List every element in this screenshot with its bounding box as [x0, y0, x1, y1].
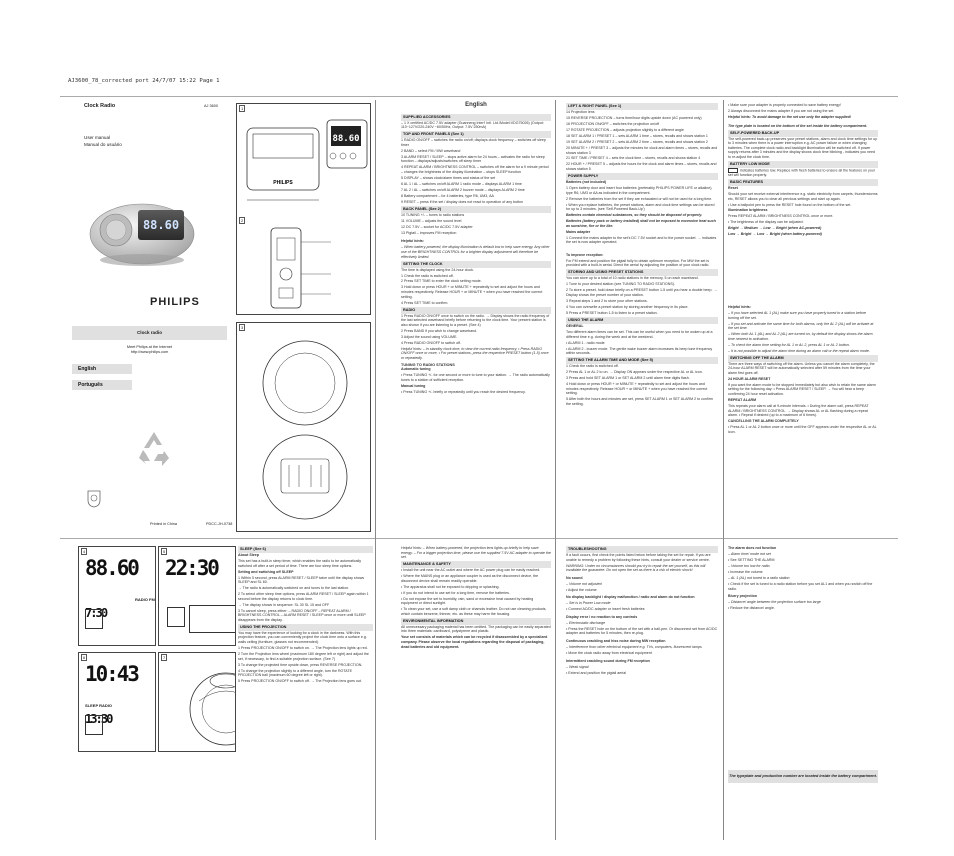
- alarm-fault-line: • See SETTING THE ALARM: [728, 557, 775, 562]
- top-rule: [60, 96, 898, 97]
- cancel-heading: CANCELLING THE ALARM COMPLETELY: [728, 419, 799, 424]
- cover-panel: [84, 103, 232, 147]
- power-warning: Batteries contain chemical substances, so they should be disposed of properly.: [566, 213, 703, 218]
- typeplate-banner: The typeplate and production number are located inside the battery compartment.: [728, 770, 878, 783]
- sleep-step: → The radio is automatically switched on and tunes to the last station.: [238, 586, 350, 591]
- column-english-1: [401, 103, 551, 396]
- alarm-fault-title: The alarm does not function: [728, 546, 777, 550]
- presets-step: You can store up to a total of 10 radio stations in the memory, 5 on each waveband.: [566, 276, 699, 281]
- trouble-heading: TROUBLESHOOTING: [566, 546, 718, 553]
- maint-item: • Do not expose the set to humidity, rain, sand or excessive heat caused by heating equipment or direct sunlight.: [401, 596, 534, 606]
- lcd-sleep-time: 10:43: [85, 662, 138, 686]
- radio-hints: Helpful hints: – In standby clock time, to view the current radio frequency, • Press RADIO ON/OFF once or more, • For preset stations, press the respective PRESET button (1-5) once or repeatedly.: [401, 346, 549, 360]
- about-sleep-heading: About Sleep: [238, 553, 259, 557]
- general-heading: GENERAL: [566, 323, 584, 328]
- trouble-cause: – Interference from other electrical equipment e.g. TVs, computers, fluorescent lamps: [566, 645, 702, 650]
- alarm-fault-line: • Increase the volume: [728, 569, 763, 574]
- column-divider: [723, 100, 724, 840]
- figure-2-number: 2: [241, 218, 244, 223]
- lcd-clock-time: 22:30: [165, 556, 218, 580]
- maint-item: • To clean your set, use a soft damp cloth or chamois leather. Do not use cleaning products, which contain benzene, thinner, etc. as these may harm the housing.: [401, 607, 547, 616]
- figure-panel-7: [158, 652, 236, 752]
- button-item: 20 MINUTE + / PRESET 3 – adjusts the minutes for clock and alarm times – stores, recalls and shows station 3: [566, 145, 718, 155]
- button-item: 22 HOUR + / PRESET 5 – adjusts the hours for the clock and alarm times – stores, recalls and shows station 5: [566, 162, 717, 172]
- column-english-3: [728, 103, 878, 436]
- clock-radio-banner: [72, 326, 227, 340]
- supplied-text: – 1 X certified AC/DC 7.5V adapter (Guanneng Inter'l Intl. Ltd./Model:VDG75026) (Output: 110~127V/220-240V ~60/50Hz, Output: 7.5V 250mA): [401, 120, 544, 130]
- lowmode-description: indicates batteries low. Replace with fresh batteries to ensure all the features on your set will function properly.: [728, 168, 876, 177]
- supplied-heading: SUPPLIED ACCESSORIES: [401, 114, 551, 121]
- settime-step: 2 Press AL 1 or AL 2 to on. → Display ON appears under the respective AL or AL icon.: [566, 370, 703, 375]
- settime-step: 4 Hold down or press HOUR + or MINUTE + repeatedly to set and adjust the hours and minutes respectively. Release HOUR + or MINUTE + when you have reached the correct setting.: [566, 382, 708, 396]
- settime-heading: SETTING THE ALARM TIME AND MODE (See 5): [566, 357, 718, 364]
- figure-5-number: 5: [163, 549, 166, 554]
- printed-in: Printed in China: [150, 522, 178, 526]
- env-heading: ENVIRONMENTAL INFORMATION: [401, 618, 551, 625]
- lcd-alarm-time: 7:30: [85, 606, 107, 620]
- power-heading: POWER SUPPLY: [566, 173, 718, 180]
- panel-item: 6 AL 1 / AL – switches on/off ALARM 1 radio mode – displays ALARM 1 time: [401, 181, 522, 186]
- svg-text:88.60: 88.60: [332, 134, 360, 144]
- presets-step: 3 Repeat steps 1 and 2 to store your other stations.: [566, 299, 648, 304]
- alarm-fault-line: – Alarm time/ mode not set: [728, 551, 771, 556]
- figure-4-number: 4: [83, 549, 86, 554]
- projection-step: 5 Press PROJECTION ON/OFF to switch off. → The Projection lens goes out.: [238, 679, 362, 684]
- settime-step: 1 Check the radio is switched off.: [566, 364, 619, 369]
- tuning-manual: • Press TUNING +/- briefly or repeatedly until you reach the desired frequency.: [401, 389, 526, 394]
- adapter-text: 2 Always disconnect the mains adapter if you are not using the set.: [728, 108, 835, 113]
- helpful-heading: Helpful hints:: [401, 239, 424, 244]
- trouble-cause: – Set is in Power Low mode: [566, 601, 611, 606]
- power-step: 2 Remove the batteries from the set if they are exhausted or will not be used for a long time.: [566, 196, 713, 201]
- improve-text: For FM extend and position the pigtail fully to obtain optimum reception. For MW the set is provided with a built-in aerial. Direct the aerial by adjusting the position of your clock radio.: [566, 258, 710, 268]
- panel-item: 3 ALARM RESET / SLEEP – stops active alarm for 24 hours – activates the radio for sleep function – displays/adjusts/switches off sleep timer: [401, 154, 545, 164]
- column-bottom-3: [566, 546, 718, 677]
- figure-panel-6: [78, 652, 156, 752]
- hints2-item: – When both AL 1 (AL) and AL 2 (AL) are turned on, by default the display shows the alarm time nearest to activation.: [728, 332, 873, 341]
- column-bottom-2: [401, 546, 551, 651]
- reset-heading: Reset: [728, 185, 738, 190]
- radio-step: 3 Adjust the sound using VOLUME.: [401, 334, 458, 339]
- lowmode-text: [728, 168, 878, 178]
- radio-step: 2 Press BAND if you wish to change waveband.: [401, 328, 478, 333]
- panel-item: 2 BAND – select FM / MW waveband: [401, 148, 461, 153]
- manual-pt: Manual do usuário: [84, 142, 122, 147]
- power-step: • When you replace batteries, the preset stations, alarm and clock time settings can be stored for up to 3 minutes. (see 'Self-Powered Back-Up'): [566, 202, 715, 212]
- helpful-text: – When battery-powered, the display illumination is default low to help save energy. Any other use of the BRIGHTNESS CONTROL for a brighter display adjustment will therefore be effectively limited.: [401, 245, 550, 259]
- button-item: 19 SET ALARM 2 / PRESET 2 – sets ALARM 2 time – stores, recalls and shows station 2: [566, 139, 708, 144]
- adapter-text: • Make sure your adapter is properly connected to save battery energy!: [728, 103, 841, 107]
- cancel-text: • Press AL 1 or AL 2 button once or more until the OFF appears under the respective AL or AL icon.: [728, 425, 877, 434]
- alarm-icon: [85, 715, 103, 735]
- trouble-title: Continuous crackling and hiss noise during MW reception: [566, 639, 666, 644]
- language-portugues[interactable]: Português: [72, 380, 132, 390]
- projection-lens-drawing: [169, 661, 236, 749]
- trouble-cause: – Volume not adjusted: [566, 581, 602, 586]
- projection-step: 2 Turn the Projection lens wheel (maximum 180 degree left or right) and adjust the set, if necessary, to find a suitable projection surface. (See 7): [238, 652, 369, 661]
- blurry-line: – Distance/ angle between the projection surface too large: [728, 600, 821, 605]
- reset24-heading: 24 HOUR ALARM RESET: [728, 376, 771, 381]
- hints2-item: – To check the alarm time setting for AL 1 or AL 2, press AL 1 or AL 2 button.: [728, 342, 850, 347]
- illum-ac: Bright → Medium → Low → Bright (when AC-powered): [728, 226, 822, 231]
- reset-text: Should your set receive external interference e.g. static electricity from carpets, thunderstorms etc, RESET allows you to clear all previous settings and start up again.: [728, 191, 878, 201]
- svg-text:PHILIPS: PHILIPS: [273, 180, 293, 186]
- about-sleep-text: This set has a built-in sleep timer, which enables the radio to be automatically switched off after a set period of time. There are four sleep time options.: [238, 558, 362, 568]
- switchoff-heading: SWITCHING OFF THE ALARM: [728, 355, 878, 362]
- figure-panel-3: [236, 322, 371, 532]
- manual-en: User manual: [84, 135, 111, 140]
- back-panel-drawing: [241, 222, 369, 312]
- clock-radio-label: Clock radio: [136, 330, 163, 335]
- tuning-heading: TUNING TO RADIO STATIONS: [401, 362, 455, 367]
- trouble-title: No sound: [566, 575, 583, 580]
- trouble-cause: – Weak signal: [566, 664, 589, 669]
- button-item: 17 ROTATE PROJECTION – adjusts projection slightly to a different angle: [566, 127, 684, 132]
- figure-6-number: 6: [83, 655, 86, 660]
- sleep-step: 2 To select other sleep time options, press ALARM RESET / SLEEP again within 1 second before the display returns to clock time.: [238, 592, 369, 601]
- figure-panel-4: [78, 546, 156, 646]
- alarm-display-box: [189, 605, 236, 633]
- tuning-auto-heading: Automatic tuning: [401, 367, 431, 372]
- presets-step: 5 Press a PRESET button 1-5 to listen to a preset station.: [566, 310, 658, 315]
- projection-step: 1 Press PROJECTION ON/OFF to switch on. → The Projection lens lights up red.: [238, 646, 368, 651]
- sleep-step: → The display shows in sequence: SL 30 SL 15 and OFF: [238, 602, 330, 607]
- svg-text:88.60: 88.60: [142, 218, 180, 232]
- switchoff-text: There are three ways of switching off the alarm. Unless you cancel the alarm completely, the 24-hour ALARM RESET will be automatically selected after 59 minutes from the time your alarm first goes off.: [728, 361, 875, 375]
- reset24-text: If you want the alarm mode to be stopped immediately but also wish to retain the same alarm setting for the following day: • Press ALARM RESET / SLEEP. → You will hear a beep confirming 24 hour reset activation.: [728, 382, 876, 397]
- figure-panel-top-front: [236, 103, 371, 315]
- panel-item: 7 AL 2 / AL – switches on/off ALARM 2 buzzer mode – displays ALARM 2 time: [401, 187, 525, 192]
- front-panel-drawing: [241, 110, 369, 210]
- figure-1-number: 1: [241, 106, 244, 111]
- web-info: [72, 345, 227, 355]
- repeat-heading: REPEAT ALARM: [728, 398, 757, 403]
- projection-hints: Helpful hints: – When battery-powered, the projection lens lights up briefly to help save energy. – For a bigger projection time, please use the supplied 7.5V AC adapter to operate the set.: [401, 546, 551, 560]
- trouble-text: If a fault occurs, first check the points listed below before taking the set for repair. If you are unable to remedy a problem by following these hints, consult your dealer or service centre.: [566, 553, 711, 562]
- tuning-manual-heading: Manual tuning: [401, 383, 426, 388]
- hints2-item: – It is not possible to adjust the alarm time during an alarm call or the repeat alarm mode.: [728, 348, 870, 353]
- figure-3-number: 3: [241, 325, 244, 330]
- setclock-step: 4 Press SET TIME to confirm.: [401, 300, 449, 305]
- file-header-line: AJ3600_78_corrected port 24/7/07 15:22 Page 1: [68, 78, 220, 84]
- typeplate-note: The type plate is located on the bottom of the set inside the battery compartment.: [728, 123, 868, 128]
- alarm-fault-line: • Check if the set is tuned to a radio station before you set AL1 and when you switch off the radio.: [728, 581, 873, 591]
- projection-heading: USING THE PROJECTION: [238, 624, 373, 631]
- sleep-step: 3 To cancel sleep, press either: – RADIO ON/OFF – REPEAT ALARM / BRIGHTNESS CONTROL – ALARM RESET / SLEEP once or more until SLEEP disappears from the display.: [238, 608, 366, 622]
- trouble-warning: WARNING: Under no circumstances should you try to repair the set yourself, as this will invalidate the guarantee. Do not open the set as there is a risk of electric shock!: [566, 563, 706, 573]
- reset-text: • Use a ballpoint pen to press the RESET hole found on the bottom of the set.: [728, 202, 852, 207]
- settime-step: 3 Press and hold SET ALARM 1 or SET ALARM 2 until alarm time digits flash.: [566, 376, 690, 381]
- env-bold: Your set consists of materials which can be recycled if disassembled by a specialized company. Please observe the local regulations regarding the disposal of packaging, dead batteries and old equipment.: [401, 635, 548, 649]
- back-item: 13 Pigtail – improves FM reception: [401, 230, 457, 235]
- general-text: • ALARM 2 - buzzer mode. The gentle wake buzzer alarm increases its beep tone frequency within seconds.: [566, 346, 713, 356]
- basic-heading: BASIC FEATURES: [728, 179, 878, 186]
- illum-text: Press REPEAT ALARM / BRIGHTNESS CONTROL once or more.: [728, 214, 834, 219]
- trouble-title: Intermittent crackling sound during FM reception: [566, 658, 650, 663]
- maint-item: • Where the MAINS plug or an appliance coupler is used as the disconnect device, the disconnect device shall remain readily operable.: [401, 574, 539, 583]
- button-item: 14 Projection lens: [566, 110, 595, 114]
- back-item: 12 DC 7.5V – socket for AC/DC 7.5V adapter: [401, 224, 473, 229]
- lcd-radio-caption: RADIO FM: [135, 597, 155, 602]
- hints2-heading: Helpful hints:: [728, 305, 751, 310]
- backup-heading: SELF-POWERED BACK-UP: [728, 130, 878, 137]
- panel-item: 4 REPEAT ALARM / BRIGHTNESS CONTROL – switches off the alarm for a 9 minute period – changes the brightness of the display illumination – stops SLEEP function: [401, 165, 549, 174]
- middle-rule: [60, 538, 898, 539]
- button-item: 16 PROJECTION ON/OFF – switches the projection on/off: [566, 121, 660, 126]
- figure-7-number: 7: [163, 655, 166, 660]
- power-batteries-heading: Batteries (not included): [566, 180, 607, 185]
- trouble-remedy: • Extend and position the pigtail aerial: [566, 670, 626, 675]
- philips-shield-icon: [87, 490, 101, 508]
- presets-step: 4 You can overwrite a preset station by storing another frequency in its place.: [566, 305, 689, 309]
- alarm-fault-line: – AL 1 (AL) not tuned to a radio station: [728, 575, 790, 580]
- adapter-hint: Helpful hints: To avoid damage to the set use only the adapter supplied!: [728, 114, 852, 119]
- philips-url[interactable]: http://www.philips.com: [130, 350, 169, 354]
- trouble-remedy: • Press the RESET hole on the bottom of the set with a ball-pen. Or disconnect set from AC/DC adapter and batteries for 5 minutes, then re-plug.: [566, 626, 718, 636]
- mains-text: 1 Connect the mains adapter to the set's DC 7.5V socket and to the power socket. → indicates the set is now adapter operated.: [566, 235, 717, 245]
- improve-heading: To improve reception:: [566, 252, 604, 257]
- setclock-step: 1 Check the radio is switched off.: [401, 273, 454, 278]
- general-text: Two different alarm times can be set. This can be useful when you need to be woken up at a different time e.g. during the week and at the weekend.: [566, 329, 713, 339]
- back-item: 10 TUNING +/- – tunes to radio stations: [401, 212, 465, 217]
- power-warning: Batteries (battery pack or battery installed) shall not be exposed to excessive heat such as sunshine, fire or the like.: [566, 219, 716, 228]
- panel-heading: TOP AND FRONT PANELS (See 1): [401, 131, 551, 138]
- battery-door-drawing: [241, 331, 369, 527]
- backup-text: The self-powered back-up preserves your preset stations, alarm and clock time settings for up to 3 minutes when there is a power interruption e.g. AC power failure or when changing batteries. The complete clock radio and backlight illumination will be switched off. If power supply returns after 3 minutes and the display shows clock time blinking - indicates you need to re-adjust the clock time.: [728, 136, 878, 159]
- back-item: 11 VOLUME – adjusts the sound level: [401, 218, 462, 223]
- env-text: All unnecessary packaging material has been omitted. The packaging can be easily separated into three materials: cardboard, polystyrene and plastic.: [401, 624, 551, 634]
- setclock-heading: SETTING THE CLOCK: [401, 261, 551, 268]
- blurry-line: • Reduce the distance/ angle.: [728, 606, 775, 611]
- trouble-remedy: • Connect AC/DC adapter or insert fresh batteries: [566, 607, 645, 612]
- meet-text: Meet Philips at the Internet: [126, 345, 173, 349]
- panel-item: 9 RESET – press if the set / display does not react to operation of any button: [401, 199, 523, 204]
- projection-step: 4 To change the projection slightly to a different angle, turn the ROTATE PROJECTION ball (maximum 60 degree left or right).: [238, 668, 352, 678]
- column-english-2: [566, 103, 718, 408]
- panel-item: 8 Battery compartment – for 4 batteries, type R6, UM3, AA: [401, 193, 494, 198]
- presets-heading: STORING AND USING PRESET STATIONS: [566, 269, 718, 276]
- maint-item: • Install the unit near the AC outlet and where the AC power plug can be easily reached.: [401, 568, 541, 573]
- radio-heading: RADIO: [401, 307, 551, 314]
- repeat-text: This repeats your alarm call at 9-minute intervals. • During the alarm call, press REPEAT ALARM / BRIGHTNESS CONTROL. → Display shows AL or AL flashing during a repeat alarm. • Repeat if desired (up to a maximum of 6 times).: [728, 404, 869, 418]
- language-english[interactable]: English: [72, 364, 132, 374]
- model-number: AJ 3600: [204, 104, 218, 108]
- lcd-sleep-alarm: 13:30: [85, 712, 112, 726]
- trouble-title: No display backlight / display malfunction / radio and alarm do not function: [566, 595, 695, 600]
- figure-panel-5: [158, 546, 236, 646]
- lcd-radio-frequency: 88.60: [85, 556, 138, 580]
- sleep-heading: SLEEP (See 6): [238, 546, 373, 553]
- maint-heading: MAINTENANCE & SAFETY: [401, 561, 551, 568]
- button-item: 21 SET TIME / PRESET 4 – sets the clock time – stores, recalls and shows station 4: [566, 156, 701, 161]
- alarm-icon: [167, 607, 185, 627]
- blurry-title: Blurry projection: [728, 594, 757, 599]
- lowmode-heading: BATTERY LOW MODE: [728, 161, 878, 168]
- recycle-icon: [134, 430, 174, 468]
- trouble-cause: – Electrostatic discharge: [566, 620, 606, 625]
- alarm-heading: USING THE ALARM: [566, 317, 718, 324]
- presets-step: 2 To store a preset, hold down briefly on a PRESET button 1-5 until you hear a double beep. → Display shows the preset number of your station.: [566, 288, 718, 298]
- clock-radio-illustration: [86, 190, 196, 270]
- product-title: Clock Radio: [84, 103, 116, 109]
- illum-batt: Low → Bright → Low → Bright (when battery-powered): [728, 232, 822, 237]
- hints2-item: – If you set and activate the same time for both alarms, only the AL 2 (AL) will be activate at the set time.: [728, 321, 874, 331]
- projection-step: You may have the experience of looking for a clock in the darkness. With this projection feature, you can conveniently project the clock time onto a surface e.g. walls ceiling (furniture, glasses not recommended).: [238, 630, 367, 645]
- general-text: • ALARM 1 - radio mode: [566, 340, 605, 345]
- illum-text: • The brightness of the display can be adjusted:: [728, 220, 804, 225]
- back-panel-heading: BACK PANEL (See 2): [401, 206, 551, 213]
- sleep-step: 1 Within 5 second, press ALARM RESET / SLEEP twice until the display shows SLEEP and SL 60.: [238, 575, 365, 585]
- maint-item: • If you do not intend to use set for a long time, remove the batteries.: [401, 590, 510, 595]
- projection-step: 3 To change the projected time upside down, press REVERSE PROJECTION.: [238, 662, 363, 667]
- illum-heading: Illumination brightness: [728, 208, 768, 213]
- alarm-fault-line: – Volume too low for radio: [728, 563, 770, 568]
- panel-item: 1 RADIO ON/OFF – switches the radio on/off; displays clock frequency – switches off sleep timer: [401, 138, 546, 147]
- setclock-step: 3 Hold down or press HOUR + or MINUTE + repeatedly to set and adjust the hours and minutes respectively. Release HOUR + or MINUTE + when you have reached the correct setting.: [401, 285, 543, 299]
- column-divider: [375, 100, 376, 840]
- radio-step: 1 Press RADIO ON/OFF once to switch on the radio. → Display shows the radio frequency of the last selected waveband briefly before returning to the clock time. Your present station is also shown if you are listening to a preset. (See 4): [401, 313, 550, 327]
- maint-item: • The apparatus shall not be exposed to dripping or splashing.: [401, 584, 500, 589]
- pdcc-code: PDCC-JH-0738: [206, 522, 233, 526]
- brand-logo: PHILIPS: [150, 296, 200, 308]
- lcd-sleep-caption: SLEEP RADIO: [85, 703, 113, 708]
- english-heading: English: [465, 102, 487, 108]
- tuning-auto: • Press TUNING +/- for one second or more to tune to your station. → The radio automatically tunes to a station of sufficient reception.: [401, 373, 550, 382]
- trouble-remedy: • Adjust the volume: [566, 587, 597, 592]
- setclock-step: 2 Press SET TIME to enter the clock setting mode.: [401, 279, 482, 284]
- trouble-title: Display error / no reaction to any controls: [566, 614, 638, 619]
- button-item: 15 REVERSE PROJECTION – turns time/hour digits upside down (AC powered only): [566, 115, 702, 120]
- hints2-item: – If you have selected AL 1 (AL) make sure you have properly tuned to a station before turning off the set.: [728, 311, 867, 320]
- column-divider: [555, 100, 556, 840]
- mains-heading: Mains adapter: [566, 229, 591, 234]
- setclock-step: The time is displayed using the 24-hour clock.: [401, 267, 474, 272]
- sleep-setting-heading: Setting and switching off SLEEP: [238, 569, 294, 574]
- settime-step: 5 After both the hours and minutes are set, press SET ALARM 1 or SET ALARM 2 to confirm the setting.: [566, 397, 713, 406]
- sleep-column: [238, 546, 373, 836]
- radio-step: 4 Press RADIO ON/OFF to switch off.: [401, 340, 462, 345]
- buttons-heading: LEFT & RIGHT PANEL (See 1): [566, 103, 718, 110]
- trouble-remedy: • Move the clock radio away from electrical equipment: [566, 651, 652, 656]
- alarm-icon: [85, 609, 103, 629]
- panel-item: 5 DISPLAY – shows clock/alarm times and status of the set: [401, 175, 496, 180]
- power-step: 1 Open battery door and insert four batteries (preferably PHILIPS POWER LIFE or alkaline), type R6, UM3 or AA as indicated in the compartment.: [566, 186, 713, 195]
- presets-step: 1 Tune to your desired station (see TUNING TO RADIO STATIONS).: [566, 282, 675, 287]
- button-item: 18 SET ALARM 1 / PRESET 1 – sets ALARM 1 time – stores, recalls and shows station 1: [566, 133, 708, 138]
- column-bottom-4: [728, 546, 878, 612]
